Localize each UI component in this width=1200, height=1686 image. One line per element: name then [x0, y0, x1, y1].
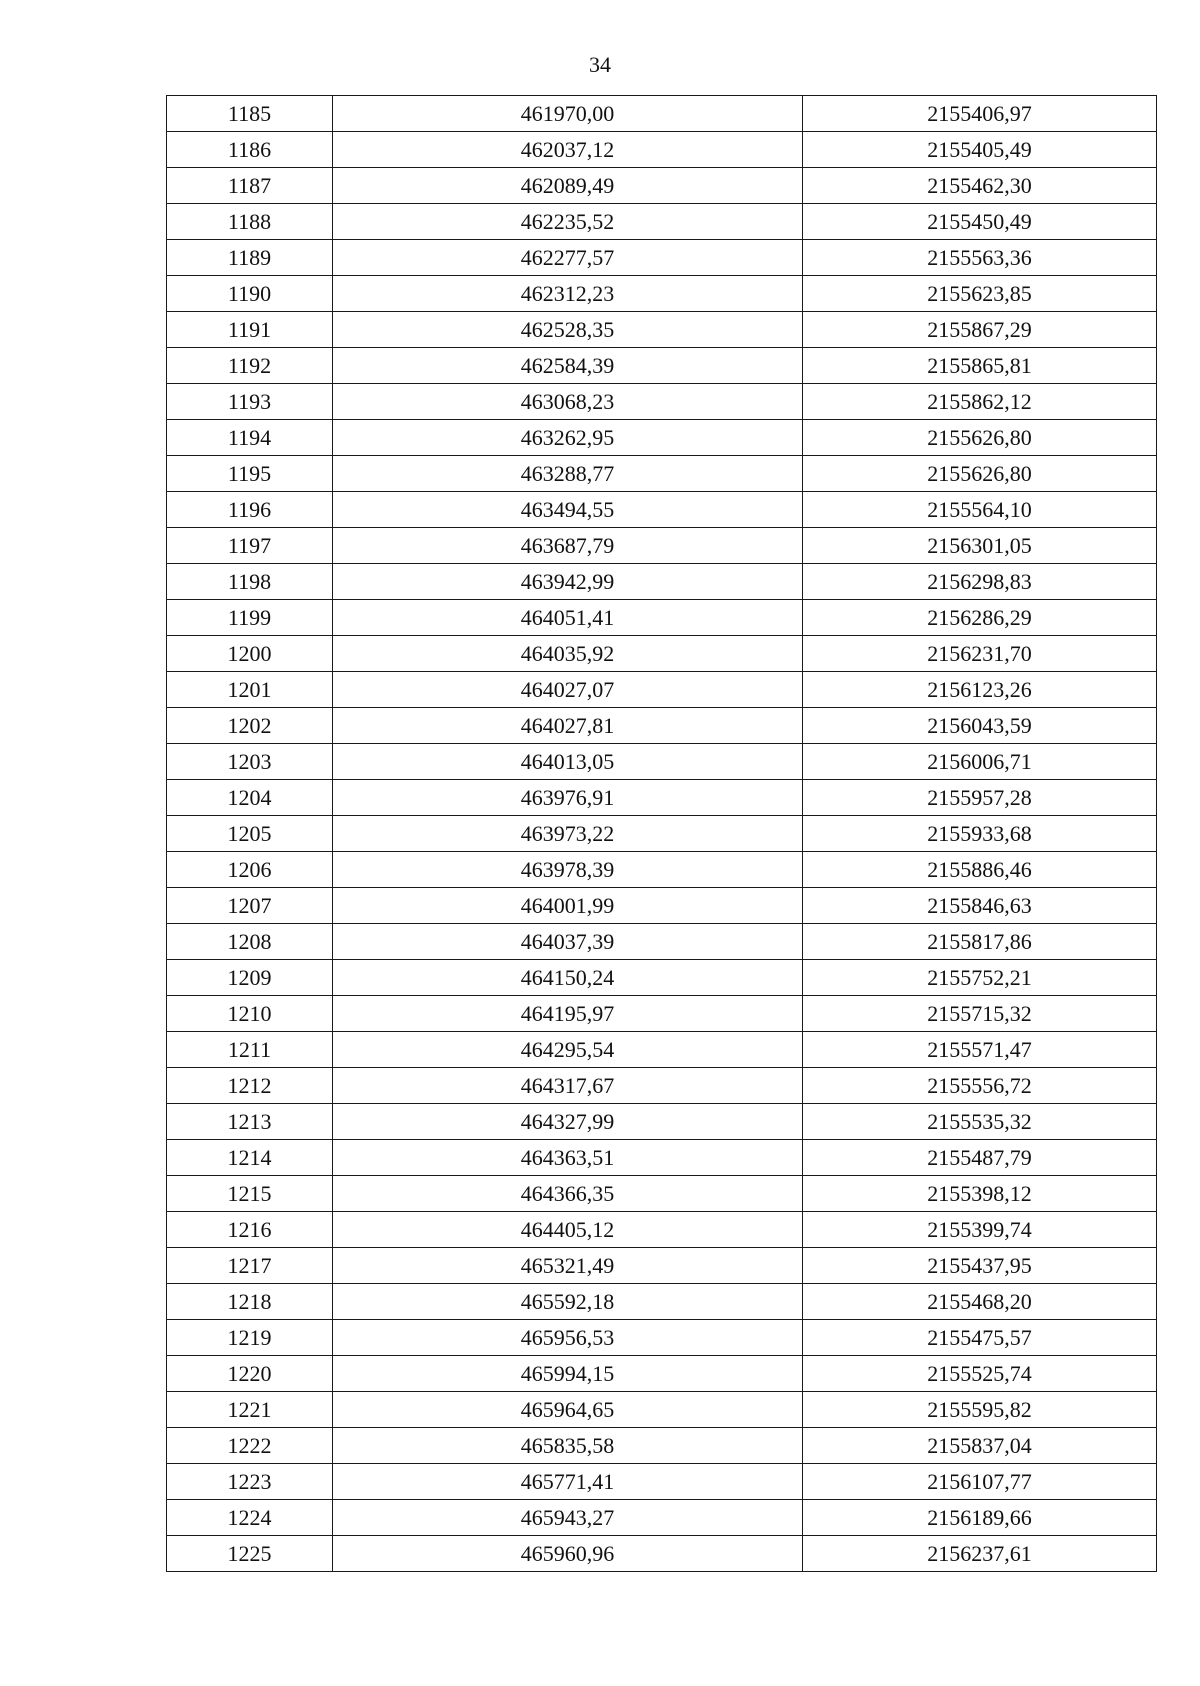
point-number-cell: 1224 — [167, 1500, 333, 1536]
y-coordinate-cell: 2155437,95 — [803, 1248, 1157, 1284]
y-coordinate-cell: 2156123,26 — [803, 672, 1157, 708]
y-coordinate-cell: 2155535,32 — [803, 1104, 1157, 1140]
table-row — [167, 744, 1157, 780]
point-number-cell: 1191 — [167, 312, 333, 348]
table-row — [167, 1032, 1157, 1068]
x-coordinate-cell: 463068,23 — [333, 384, 803, 420]
x-coordinate-cell: 464035,92 — [333, 636, 803, 672]
y-coordinate-cell: 2156301,05 — [803, 528, 1157, 564]
y-coordinate-cell: 2156237,61 — [803, 1536, 1157, 1572]
table-row — [167, 312, 1157, 348]
x-coordinate-cell: 465771,41 — [333, 1464, 803, 1500]
y-coordinate-cell: 2155752,21 — [803, 960, 1157, 996]
table-row — [167, 1140, 1157, 1176]
table-row — [167, 204, 1157, 240]
y-coordinate-cell: 2155462,30 — [803, 168, 1157, 204]
y-coordinate-cell: 2155865,81 — [803, 348, 1157, 384]
y-coordinate-cell: 2155817,86 — [803, 924, 1157, 960]
x-coordinate-cell: 465943,27 — [333, 1500, 803, 1536]
table-row — [167, 1428, 1157, 1464]
y-coordinate-cell: 2155571,47 — [803, 1032, 1157, 1068]
table-row — [167, 240, 1157, 276]
x-coordinate-cell: 463978,39 — [333, 852, 803, 888]
point-number-cell: 1209 — [167, 960, 333, 996]
point-number-cell: 1220 — [167, 1356, 333, 1392]
point-number-cell: 1192 — [167, 348, 333, 384]
x-coordinate-cell: 462037,12 — [333, 132, 803, 168]
point-number-cell: 1211 — [167, 1032, 333, 1068]
point-number-cell: 1219 — [167, 1320, 333, 1356]
point-number-cell: 1221 — [167, 1392, 333, 1428]
x-coordinate-cell: 465960,96 — [333, 1536, 803, 1572]
x-coordinate-cell: 464317,67 — [333, 1068, 803, 1104]
point-number-cell: 1185 — [167, 96, 333, 132]
point-number-cell: 1208 — [167, 924, 333, 960]
point-number-cell: 1205 — [167, 816, 333, 852]
y-coordinate-cell: 2155957,28 — [803, 780, 1157, 816]
y-coordinate-cell: 2155715,32 — [803, 996, 1157, 1032]
point-number-cell: 1189 — [167, 240, 333, 276]
table-row — [167, 1212, 1157, 1248]
x-coordinate-cell: 464037,39 — [333, 924, 803, 960]
point-number-cell: 1200 — [167, 636, 333, 672]
table-row — [167, 168, 1157, 204]
table-row — [167, 528, 1157, 564]
x-coordinate-cell: 463494,55 — [333, 492, 803, 528]
x-coordinate-cell: 464150,24 — [333, 960, 803, 996]
point-number-cell: 1206 — [167, 852, 333, 888]
table-row — [167, 888, 1157, 924]
y-coordinate-cell: 2156006,71 — [803, 744, 1157, 780]
y-coordinate-cell: 2155626,80 — [803, 420, 1157, 456]
y-coordinate-cell: 2155487,79 — [803, 1140, 1157, 1176]
point-number-cell: 1210 — [167, 996, 333, 1032]
x-coordinate-cell: 464195,97 — [333, 996, 803, 1032]
point-number-cell: 1190 — [167, 276, 333, 312]
point-number-cell: 1216 — [167, 1212, 333, 1248]
y-coordinate-cell: 2155862,12 — [803, 384, 1157, 420]
table-row — [167, 708, 1157, 744]
point-number-cell: 1217 — [167, 1248, 333, 1284]
x-coordinate-cell: 462235,52 — [333, 204, 803, 240]
table-row — [167, 384, 1157, 420]
table-row — [167, 852, 1157, 888]
y-coordinate-cell: 2155405,49 — [803, 132, 1157, 168]
x-coordinate-cell: 464013,05 — [333, 744, 803, 780]
table-row — [167, 1068, 1157, 1104]
x-coordinate-cell: 464027,07 — [333, 672, 803, 708]
table-row — [167, 780, 1157, 816]
x-coordinate-cell: 465835,58 — [333, 1428, 803, 1464]
point-number-cell: 1218 — [167, 1284, 333, 1320]
table-row — [167, 636, 1157, 672]
x-coordinate-cell: 464363,51 — [333, 1140, 803, 1176]
point-number-cell: 1199 — [167, 600, 333, 636]
table-row — [167, 996, 1157, 1032]
point-number-cell: 1204 — [167, 780, 333, 816]
y-coordinate-cell: 2156298,83 — [803, 564, 1157, 600]
point-number-cell: 1186 — [167, 132, 333, 168]
table-row — [167, 1248, 1157, 1284]
x-coordinate-cell: 464001,99 — [333, 888, 803, 924]
y-coordinate-cell: 2155837,04 — [803, 1428, 1157, 1464]
table-row — [167, 564, 1157, 600]
x-coordinate-cell: 464366,35 — [333, 1176, 803, 1212]
y-coordinate-cell: 2155595,82 — [803, 1392, 1157, 1428]
coordinates-table-body — [167, 96, 1157, 1572]
x-coordinate-cell: 462277,57 — [333, 240, 803, 276]
point-number-cell: 1223 — [167, 1464, 333, 1500]
x-coordinate-cell: 463942,99 — [333, 564, 803, 600]
x-coordinate-cell: 463288,77 — [333, 456, 803, 492]
point-number-cell: 1207 — [167, 888, 333, 924]
point-number-cell: 1193 — [167, 384, 333, 420]
table-row — [167, 1320, 1157, 1356]
y-coordinate-cell: 2155933,68 — [803, 816, 1157, 852]
x-coordinate-cell: 463262,95 — [333, 420, 803, 456]
point-number-cell: 1215 — [167, 1176, 333, 1212]
y-coordinate-cell: 2156286,29 — [803, 600, 1157, 636]
table-row — [167, 960, 1157, 996]
x-coordinate-cell: 465994,15 — [333, 1356, 803, 1392]
x-coordinate-cell: 465956,53 — [333, 1320, 803, 1356]
point-number-cell: 1198 — [167, 564, 333, 600]
y-coordinate-cell: 2155525,74 — [803, 1356, 1157, 1392]
point-number-cell: 1212 — [167, 1068, 333, 1104]
x-coordinate-cell: 464295,54 — [333, 1032, 803, 1068]
point-number-cell: 1187 — [167, 168, 333, 204]
table-row — [167, 348, 1157, 384]
x-coordinate-cell: 462584,39 — [333, 348, 803, 384]
y-coordinate-cell: 2155564,10 — [803, 492, 1157, 528]
table-row — [167, 1104, 1157, 1140]
y-coordinate-cell: 2156107,77 — [803, 1464, 1157, 1500]
point-number-cell: 1188 — [167, 204, 333, 240]
table-row — [167, 1500, 1157, 1536]
point-number-cell: 1201 — [167, 672, 333, 708]
x-coordinate-cell: 465964,65 — [333, 1392, 803, 1428]
point-number-cell: 1196 — [167, 492, 333, 528]
x-coordinate-cell: 463687,79 — [333, 528, 803, 564]
x-coordinate-cell: 461970,00 — [333, 96, 803, 132]
y-coordinate-cell: 2156231,70 — [803, 636, 1157, 672]
y-coordinate-cell: 2155468,20 — [803, 1284, 1157, 1320]
x-coordinate-cell: 464327,99 — [333, 1104, 803, 1140]
x-coordinate-cell: 462312,23 — [333, 276, 803, 312]
point-number-cell: 1225 — [167, 1536, 333, 1572]
table-row — [167, 96, 1157, 132]
table-row — [167, 1284, 1157, 1320]
y-coordinate-cell: 2155450,49 — [803, 204, 1157, 240]
table-row — [167, 924, 1157, 960]
x-coordinate-cell: 464405,12 — [333, 1212, 803, 1248]
point-number-cell: 1222 — [167, 1428, 333, 1464]
point-number-cell: 1214 — [167, 1140, 333, 1176]
point-number-cell: 1203 — [167, 744, 333, 780]
x-coordinate-cell: 462089,49 — [333, 168, 803, 204]
x-coordinate-cell: 463976,91 — [333, 780, 803, 816]
x-coordinate-cell: 465592,18 — [333, 1284, 803, 1320]
y-coordinate-cell: 2155867,29 — [803, 312, 1157, 348]
table-row — [167, 600, 1157, 636]
point-number-cell: 1195 — [167, 456, 333, 492]
y-coordinate-cell: 2155398,12 — [803, 1176, 1157, 1212]
table-row — [167, 1536, 1157, 1572]
table-row — [167, 816, 1157, 852]
table-row — [167, 420, 1157, 456]
y-coordinate-cell: 2155846,63 — [803, 888, 1157, 924]
y-coordinate-cell: 2155563,36 — [803, 240, 1157, 276]
x-coordinate-cell: 464027,81 — [333, 708, 803, 744]
y-coordinate-cell: 2156189,66 — [803, 1500, 1157, 1536]
table-row — [167, 1464, 1157, 1500]
point-number-cell: 1197 — [167, 528, 333, 564]
y-coordinate-cell: 2155399,74 — [803, 1212, 1157, 1248]
x-coordinate-cell: 464051,41 — [333, 600, 803, 636]
y-coordinate-cell: 2155406,97 — [803, 96, 1157, 132]
x-coordinate-cell: 462528,35 — [333, 312, 803, 348]
x-coordinate-cell: 465321,49 — [333, 1248, 803, 1284]
table-row — [167, 1356, 1157, 1392]
table-row — [167, 672, 1157, 708]
table-row — [167, 132, 1157, 168]
y-coordinate-cell: 2155623,85 — [803, 276, 1157, 312]
point-number-cell: 1202 — [167, 708, 333, 744]
y-coordinate-cell: 2155886,46 — [803, 852, 1157, 888]
table-row — [167, 1392, 1157, 1428]
point-number-cell: 1213 — [167, 1104, 333, 1140]
y-coordinate-cell: 2155475,57 — [803, 1320, 1157, 1356]
page-number: 34 — [589, 52, 611, 77]
y-coordinate-cell: 2155626,80 — [803, 456, 1157, 492]
table-row — [167, 276, 1157, 312]
table-row — [167, 492, 1157, 528]
table-row — [167, 456, 1157, 492]
coordinates-table — [166, 95, 1157, 1572]
table-row — [167, 1176, 1157, 1212]
y-coordinate-cell: 2156043,59 — [803, 708, 1157, 744]
x-coordinate-cell: 463973,22 — [333, 816, 803, 852]
point-number-cell: 1194 — [167, 420, 333, 456]
y-coordinate-cell: 2155556,72 — [803, 1068, 1157, 1104]
